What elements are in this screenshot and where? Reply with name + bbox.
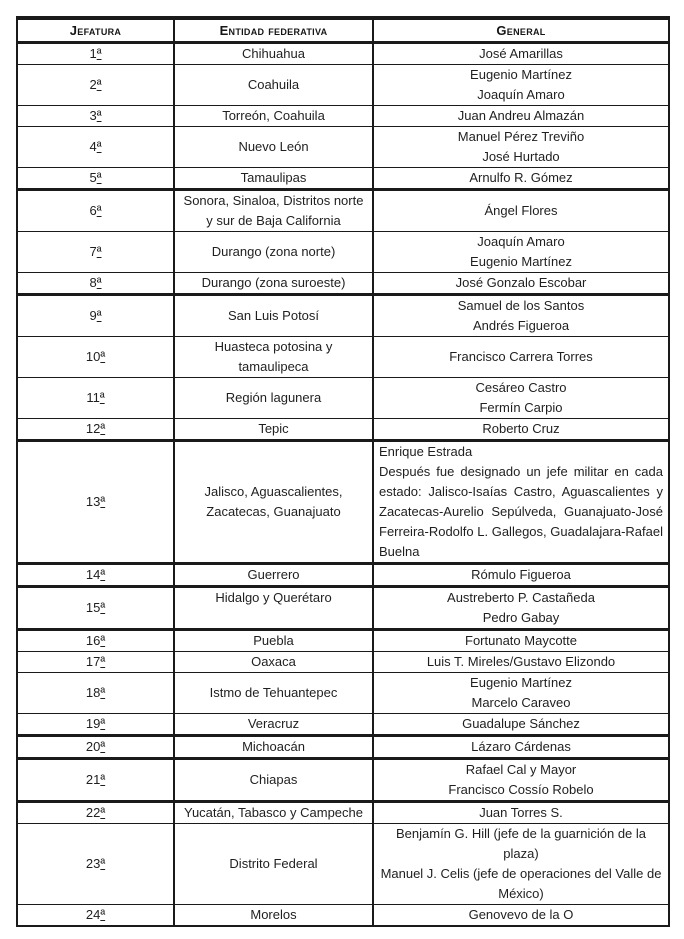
ordinal-indicator: ª — [100, 907, 106, 922]
table-row — [17, 802, 669, 824]
table-row — [17, 736, 669, 759]
general-line: Eugenio Martínez — [470, 67, 572, 82]
entidad-cell: Oaxaca — [174, 652, 373, 673]
table-row — [17, 673, 669, 714]
general-line: Andrés Figueroa — [472, 318, 570, 333]
jefatura-cell: 19ª — [17, 714, 174, 736]
jefatura-cell: 10ª — [17, 337, 174, 378]
ordinal-indicator: ª — [100, 600, 106, 615]
general-cell — [373, 630, 669, 652]
general-line: Samuel de los Santos — [457, 298, 585, 313]
jefatura-cell: 2ª — [17, 65, 174, 106]
ordinal-indicator: ª — [96, 46, 102, 61]
jefatura-cell: 8ª — [17, 273, 174, 295]
ordinal-indicator: ª — [96, 77, 102, 92]
general-cell — [373, 652, 669, 673]
general-line: Joaquín Amaro — [477, 234, 565, 249]
general-line: Rómulo Figueroa — [471, 567, 571, 582]
jefatura-cell: 15ª — [17, 587, 174, 630]
table-row — [17, 106, 669, 127]
ordinal-indicator: ª — [96, 244, 102, 259]
ordinal-indicator: ª — [100, 654, 106, 669]
entidad-cell: Distrito Federal — [174, 824, 373, 905]
ordinal-indicator: ª — [100, 739, 106, 754]
jefatura-cell: 23ª — [17, 824, 174, 905]
ordinal-indicator: ª — [100, 685, 106, 700]
jefatura-cell: 21ª — [17, 759, 174, 802]
table-row — [17, 273, 669, 295]
general-cell — [373, 441, 669, 564]
entidad-cell: Torreón, Coahuila — [174, 106, 373, 127]
general-line: Guadalupe Sánchez — [462, 716, 580, 731]
table-row — [17, 232, 669, 273]
jefatura-cell: 22ª — [17, 802, 174, 824]
jefatura-cell: 4ª — [17, 127, 174, 168]
jefatura-cell: 12ª — [17, 419, 174, 441]
general-line: José Gonzalo Escobar — [455, 275, 587, 290]
ordinal-indicator: ª — [100, 349, 106, 364]
table-row — [17, 587, 669, 630]
general-line: Fermín Carpio — [479, 400, 563, 415]
ordinal-indicator: ª — [100, 856, 106, 871]
general-cell — [373, 824, 669, 905]
table-row — [17, 295, 669, 337]
ordinal-indicator: ª — [100, 567, 106, 582]
general-cell — [373, 273, 669, 295]
ordinal-indicator: ª — [99, 390, 105, 405]
general-line: Austreberto P. Castañeda — [447, 590, 595, 605]
column-header-entidad-federativa: Entidad federativa — [174, 18, 373, 43]
table-row — [17, 652, 669, 673]
general-cell — [373, 378, 669, 419]
jefatura-cell: 14ª — [17, 564, 174, 587]
entidad-cell: Coahuila — [174, 65, 373, 106]
ordinal-indicator: ª — [96, 275, 102, 290]
general-cell — [373, 714, 669, 736]
general-cell — [373, 736, 669, 759]
entidad-cell: Yucatán, Tabasco y Campeche — [174, 802, 373, 824]
table-row — [17, 824, 669, 905]
jefatura-cell: 16ª — [17, 630, 174, 652]
table-row — [17, 759, 669, 802]
general-line: Genovevo de la O — [468, 907, 574, 922]
table-row — [17, 378, 669, 419]
general-cell — [373, 190, 669, 232]
jefatura-cell: 9ª — [17, 295, 174, 337]
entidad-cell: Istmo de Tehuantepec — [174, 673, 373, 714]
general-cell — [373, 564, 669, 587]
entidad-cell: Michoacán — [174, 736, 373, 759]
table-row — [17, 905, 669, 927]
entidad-cell: Chihuahua — [174, 43, 373, 65]
entidad-cell: Tepic — [174, 419, 373, 441]
general-line: Cesáreo Castro — [475, 380, 567, 395]
ordinal-indicator: ª — [96, 308, 102, 323]
ordinal-indicator: ª — [100, 421, 106, 436]
table-row — [17, 419, 669, 441]
general-cell — [373, 673, 669, 714]
general-line: Ángel Flores — [484, 203, 558, 218]
jefatura-cell: 1ª — [17, 43, 174, 65]
general-cell — [373, 802, 669, 824]
general-line: Juan Torres S. — [479, 805, 563, 820]
general-cell — [373, 587, 669, 630]
general-cell — [373, 168, 669, 190]
entidad-cell: Morelos — [174, 905, 373, 927]
general-line: Fortunato Maycotte — [465, 633, 577, 648]
entidad-cell: Veracruz — [174, 714, 373, 736]
header-row — [17, 18, 669, 43]
table-row — [17, 564, 669, 587]
jefatura-cell: 20ª — [17, 736, 174, 759]
jefatura-cell: 11ª — [17, 378, 174, 419]
general-line: Luis T. Mireles/Gustavo Elizondo — [426, 654, 616, 669]
jefatura-cell: 7ª — [17, 232, 174, 273]
general-line: Manuel J. Celis (jefe de operaciones del Valle de México) — [380, 866, 662, 901]
entidad-cell: Región lagunera — [174, 378, 373, 419]
general-line: Benjamín G. Hill (jefe de la guarnición de la plaza) — [395, 826, 647, 861]
general-line: José Hurtado — [482, 149, 560, 164]
general-cell — [373, 43, 669, 65]
general-cell — [373, 232, 669, 273]
ordinal-indicator: ª — [100, 633, 106, 648]
general-line: Francisco Carrera Torres — [449, 349, 593, 364]
general-line: Joaquín Amaro — [477, 87, 565, 102]
table-row — [17, 630, 669, 652]
jefaturas-table — [16, 16, 670, 927]
general-line: Marcelo Caraveo — [471, 695, 571, 710]
entidad-cell: Nuevo León — [174, 127, 373, 168]
general-cell — [373, 65, 669, 106]
ordinal-indicator: ª — [100, 772, 106, 787]
column-header-general: General — [373, 18, 669, 43]
jefatura-cell: 5ª — [17, 168, 174, 190]
jefatura-cell: 6ª — [17, 190, 174, 232]
column-header-jefatura: Jefatura — [17, 18, 174, 43]
general-line: Arnulfo R. Gómez — [469, 170, 573, 185]
general-cell — [373, 905, 669, 927]
jefatura-cell: 18ª — [17, 673, 174, 714]
general-line: Manuel Pérez Treviño — [457, 129, 585, 144]
entidad-cell: Puebla — [174, 630, 373, 652]
general-line: Pedro Gabay — [482, 610, 560, 625]
jefatura-cell: 3ª — [17, 106, 174, 127]
jefatura-cell: 24ª — [17, 905, 174, 927]
table-row — [17, 441, 669, 564]
general-line: Lázaro Cárdenas — [471, 739, 571, 754]
general-line: Roberto Cruz — [482, 421, 560, 436]
entidad-cell: Jalisco, Aguascalientes, Zacatecas, Guanajuato — [174, 441, 373, 564]
ordinal-indicator: ª — [96, 170, 102, 185]
jefatura-cell: 17ª — [17, 652, 174, 673]
entidad-cell: Guerrero — [174, 564, 373, 587]
entidad-cell: Chiapas — [174, 759, 373, 802]
entidad-cell: Hidalgo y Querétaro — [174, 587, 373, 630]
table-row — [17, 65, 669, 106]
entidad-cell: Huasteca potosina y tamaulipeca — [174, 337, 373, 378]
ordinal-indicator: ª — [100, 494, 106, 509]
general-line: Juan Andreu Almazán — [457, 108, 585, 123]
table-row — [17, 337, 669, 378]
general-line: José Amarillas — [479, 46, 563, 61]
general-line: Francisco Cossío Robelo — [448, 782, 594, 797]
general-cell — [373, 106, 669, 127]
general-line: Eugenio Martínez — [470, 254, 572, 269]
general-cell — [373, 419, 669, 441]
table-row — [17, 127, 669, 168]
ordinal-indicator: ª — [96, 108, 102, 123]
ordinal-indicator: ª — [96, 203, 102, 218]
entidad-cell: Durango (zona norte) — [174, 232, 373, 273]
table-row — [17, 190, 669, 232]
jefatura-cell: 13ª — [17, 441, 174, 564]
ordinal-indicator: ª — [100, 716, 106, 731]
general-cell — [373, 759, 669, 802]
general-cell — [373, 127, 669, 168]
general-line: Rafael Cal y Mayor — [465, 762, 577, 777]
table-row — [17, 43, 669, 65]
general-cell — [373, 337, 669, 378]
entidad-cell: Durango (zona suroeste) — [174, 273, 373, 295]
ordinal-indicator: ª — [96, 139, 102, 154]
table-body — [17, 43, 669, 927]
entidad-cell: Sonora, Sinaloa, Distritos norte y sur de Baja California — [174, 190, 373, 232]
general-line: Eugenio Martínez — [470, 675, 572, 690]
ordinal-indicator: ª — [100, 805, 106, 820]
general-line: Enrique Estrada — [379, 444, 473, 459]
entidad-cell: Tamaulipas — [174, 168, 373, 190]
table-row — [17, 168, 669, 190]
entidad-cell: San Luis Potosí — [174, 295, 373, 337]
table-row — [17, 714, 669, 736]
general-cell — [373, 295, 669, 337]
general-line: Después fue designado un jefe militar en cada estado: Jalisco-Isaías Castro, Aguascalientes y Zacatecas-Aurelio Sepúlveda, Guanajuato-José Ferreira-Rodolfo L. Gallegos, Guadalajara-Rafael Buelna — [379, 464, 663, 559]
